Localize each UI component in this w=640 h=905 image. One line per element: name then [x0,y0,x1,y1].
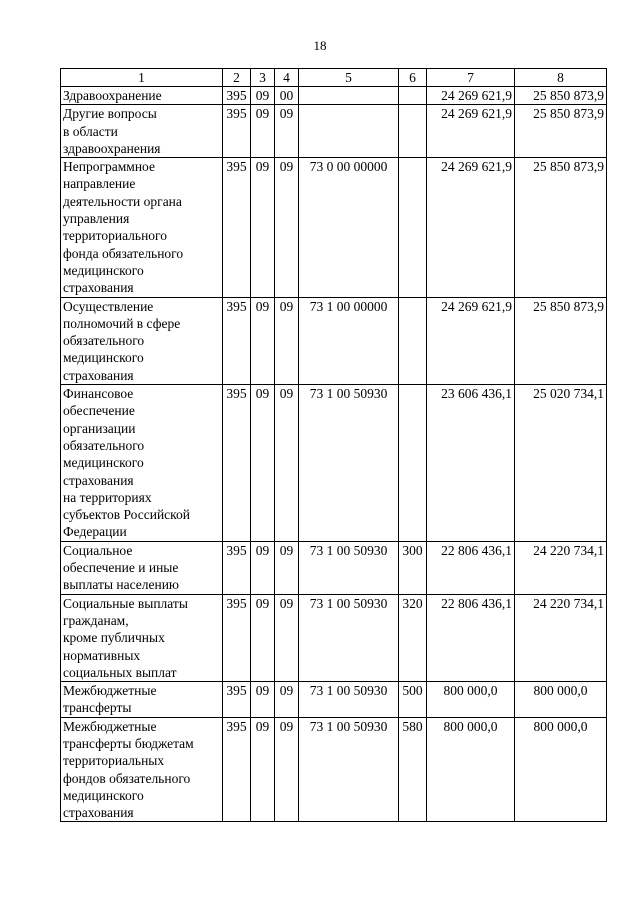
item-name-line: гражданам, [63,612,129,628]
item-name-line: фондов обязательного [63,770,191,786]
subsection-code-cell: 09 [275,158,299,297]
table-row [61,385,607,542]
column-header: 8 [515,69,607,87]
target-article-cell: 73 1 00 50930 [299,594,399,681]
item-name-cell [61,717,223,822]
item-name-line: обязательного [63,437,145,453]
item-name-line: территориального [63,228,167,244]
expense-type-cell: 300 [399,541,427,594]
item-name-line: трансферты бюджетам [63,735,194,751]
amount-year1-cell: 800 000,0 [427,682,515,718]
item-name-line: страхования [63,280,134,296]
item-name-line: организации [63,420,136,436]
item-name-line: на территориях [63,489,152,505]
amount-year2-cell: 800 000,0 [515,682,607,718]
admin-code-cell: 395 [223,87,251,105]
page-number: 18 [313,38,327,53]
item-name-line: трансферты [63,700,132,716]
admin-code-cell: 395 [223,385,251,542]
item-name-line: полномочий в сфере [63,315,181,331]
item-name-line: Финансовое [63,386,134,402]
subsection-code-cell: 09 [275,682,299,718]
target-article-cell [299,105,399,158]
item-name-cell [61,158,223,297]
amount-year1-cell: 22 806 436,1 [427,541,515,594]
section-code-cell: 09 [251,158,275,297]
expense-type-cell: 580 [399,717,427,822]
column-header: 6 [399,69,427,87]
expense-type-cell [399,158,427,297]
item-name-line: Социальное [63,542,133,558]
section-code-cell: 09 [251,87,275,105]
admin-code-cell: 395 [223,158,251,297]
admin-code-cell: 395 [223,297,251,384]
item-name-line: здравоохранения [63,140,161,156]
column-header: 1 [61,69,223,87]
amount-year1-cell: 800 000,0 [427,717,515,822]
item-name-line: Межбюджетные [63,683,157,699]
item-name-line: медицинского [63,787,144,803]
table-body [61,87,607,822]
admin-code-cell: 395 [223,717,251,822]
item-name-line: управления [63,211,130,227]
subsection-code-cell: 09 [275,541,299,594]
subsection-code-cell: 09 [275,385,299,542]
subsection-code-cell: 09 [275,297,299,384]
subsection-code-cell: 09 [275,105,299,158]
admin-code-cell: 395 [223,594,251,681]
amount-year1-cell: 24 269 621,9 [427,87,515,105]
item-name-line: Осуществление [63,298,154,314]
item-name-line: Непрограммное [63,159,155,175]
admin-code-cell: 395 [223,541,251,594]
column-header: 4 [275,69,299,87]
column-header: 3 [251,69,275,87]
table-header-row [61,69,607,87]
item-name-line: субъектов Российской [63,507,191,523]
expense-type-cell [399,385,427,542]
item-name-line: страхования [63,805,134,821]
admin-code-cell: 395 [223,682,251,718]
target-article-cell: 73 1 00 50930 [299,541,399,594]
item-name-line: в области [63,123,118,139]
amount-year1-cell: 24 269 621,9 [427,297,515,384]
item-name-cell [61,594,223,681]
table-row [61,682,607,718]
item-name-line: обеспечение [63,403,135,419]
expense-type-cell: 500 [399,682,427,718]
expense-type-cell: 320 [399,594,427,681]
expense-type-cell [399,105,427,158]
table-row [61,158,607,297]
table-row [61,717,607,822]
item-name-line: кроме публичных [63,630,165,646]
section-code-cell: 09 [251,594,275,681]
item-name-line: направление [63,176,136,192]
amount-year2-cell: 800 000,0 [515,717,607,822]
expense-type-cell [399,87,427,105]
item-name-line: медицинского [63,350,144,366]
amount-year1-cell: 22 806 436,1 [427,594,515,681]
subsection-code-cell: 00 [275,87,299,105]
item-name-line: Другие вопросы [63,106,157,122]
item-name-line: деятельности органа [63,193,182,209]
item-name-line: Межбюджетные [63,718,157,734]
item-name-line: медицинского [63,455,144,471]
item-name-line: обязательного [63,333,145,349]
amount-year1-cell: 24 269 621,9 [427,105,515,158]
admin-code-cell: 395 [223,105,251,158]
amount-year2-cell: 25 020 734,1 [515,385,607,542]
item-name-line: социальных выплат [63,664,177,680]
section-code-cell: 09 [251,682,275,718]
target-article-cell: 73 1 00 00000 [299,297,399,384]
section-code-cell: 09 [251,297,275,384]
item-name-line: территориальных [63,753,165,769]
section-code-cell: 09 [251,717,275,822]
item-name-cell [61,682,223,718]
item-name-cell [61,541,223,594]
column-header: 7 [427,69,515,87]
subsection-code-cell: 09 [275,594,299,681]
item-name-cell [61,297,223,384]
section-code-cell: 09 [251,105,275,158]
item-name-line: Здравоохранение [63,88,162,103]
item-name-cell [61,87,223,105]
column-header: 2 [223,69,251,87]
target-article-cell: 73 0 00 00000 [299,158,399,297]
target-article-cell: 73 1 00 50930 [299,682,399,718]
subsection-code-cell: 09 [275,717,299,822]
item-name-line: медицинского [63,262,144,278]
expense-type-cell [399,297,427,384]
amount-year2-cell: 25 850 873,9 [515,158,607,297]
amount-year2-cell: 24 220 734,1 [515,594,607,681]
item-name-line: страхования [63,367,134,383]
amount-year1-cell: 24 269 621,9 [427,158,515,297]
item-name-line: нормативных [63,647,141,663]
amount-year1-cell: 23 606 436,1 [427,385,515,542]
item-name-line: выплаты населению [63,577,180,593]
amount-year2-cell: 25 850 873,9 [515,297,607,384]
table-row [61,297,607,384]
target-article-cell [299,87,399,105]
item-name-line: обеспечение и иные [63,560,179,576]
section-code-cell: 09 [251,541,275,594]
budget-table [60,68,607,822]
item-name-line: Социальные выплаты [63,595,188,611]
table-row [61,541,607,594]
table-row [61,87,607,105]
target-article-cell: 73 1 00 50930 [299,385,399,542]
table-row [61,594,607,681]
item-name-cell [61,385,223,542]
item-name-line: фонда обязательного [63,245,184,261]
table-row [61,105,607,158]
column-header: 5 [299,69,399,87]
amount-year2-cell: 25 850 873,9 [515,105,607,158]
item-name-cell [61,105,223,158]
item-name-line: страхования [63,472,134,488]
section-code-cell: 09 [251,385,275,542]
amount-year2-cell: 24 220 734,1 [515,541,607,594]
amount-year2-cell: 25 850 873,9 [515,87,607,105]
item-name-line: Федерации [63,524,127,540]
target-article-cell: 73 1 00 50930 [299,717,399,822]
